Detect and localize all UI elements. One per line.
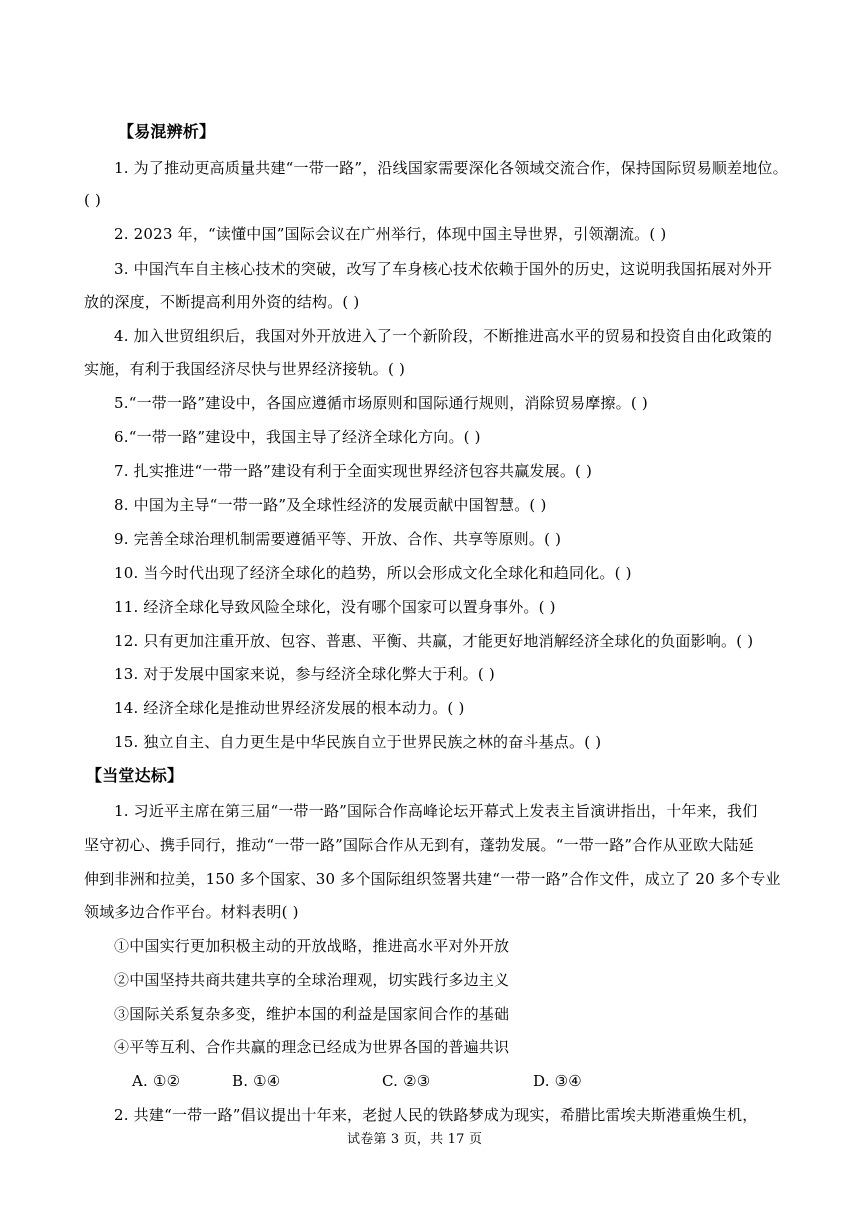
option-d: D. ③④	[533, 1072, 582, 1090]
option-a: A. ①②	[132, 1072, 181, 1090]
practice-q1-line-3: 伸到非洲和拉美，150 多个国家、30 多个国际组织签署共建“一带一路”合作文件，成立了 20 多个专业	[84, 870, 781, 888]
q1-line-2: ( )	[84, 191, 102, 209]
page-footer: 试卷第 3 页，共 17 页	[347, 1132, 483, 1147]
q13-line: 13. 对于发展中国家来说，参与经济全球化弊大于利。( )	[114, 665, 495, 683]
q7-line: 7. 扎实推进“一带一路”建设有利于全面实现世界经济包容共赢发展。( )	[114, 462, 593, 480]
q8-line: 8. 中国为主导“一带一路”及全球性经济的发展贡献中国智慧。( )	[114, 496, 547, 514]
q4-line-1: 4. 加入世贸组织后，我国对外开放进入了一个新阶段，不断推进高水平的贸易和投资自由化政策的	[114, 327, 773, 345]
option-b: B. ①④	[232, 1072, 281, 1090]
practice-q1-statement-4: ④平等互利、合作共赢的理念已经成为世界各国的普遍共识	[114, 1038, 510, 1056]
q9-line: 9. 完善全球治理机制需要遵循平等、开放、合作、共享等原则。( )	[114, 530, 562, 548]
q12-line: 12. 只有更加注重开放、包容、普惠、平衡、共赢，才能更好地消解经济全球化的负面影响。( )	[114, 632, 754, 650]
section-title-confusion: 【易混辨析】	[118, 122, 216, 141]
q3-line-2: 放的深度，不断提高利用外资的结构。( )	[84, 293, 360, 311]
q4-line-2: 实施，有利于我国经济尽快与世界经济接轨。( )	[84, 360, 406, 378]
q1-line-1: 1. 为了推动更高质量共建“一带一路”，沿线国家需要深化各领域交流合作，保持国际贸易顺差地位。	[114, 159, 788, 177]
q3-line-1: 3. 中国汽车自主核心技术的突破，改写了车身核心技术依赖于国外的历史，这说明我国拓展对外开	[114, 260, 773, 278]
practice-q1-line-2: 坚守初心、携手同行，推动“一带一路”国际合作从无到有，蓬勃发展。“一带一路”合作从亚欧大陆延	[84, 836, 754, 854]
q11-line: 11. 经济全球化导致风险全球化，没有哪个国家可以置身事外。( )	[114, 598, 556, 616]
practice-q1-statement-2: ②中国坚持共商共建共享的全球治理观，切实践行多边主义	[114, 971, 510, 989]
q2-line: 2. 2023 年，“读懂中国”国际会议在广州举行，体现中国主导世界，引领潮流。( )	[114, 225, 667, 243]
q6-line: 6.“一带一路”建设中，我国主导了经济全球化方向。( )	[114, 428, 481, 446]
q5-line: 5.“一带一路”建设中，各国应遵循市场原则和国际通行规则，消除贸易摩擦。( )	[114, 394, 648, 412]
q10-line: 10. 当今时代出现了经济全球化的趋势，所以会形成文化全球化和趋同化。( )	[114, 564, 632, 582]
q15-line: 15. 独立自主、自力更生是中华民族自立于世界民族之林的奋斗基点。( )	[114, 733, 602, 751]
practice-q1-line-4: 领域多边合作平台。材料表明( )	[84, 903, 299, 921]
practice-q1-line-1: 1. 习近平主席在第三届“一带一路”国际合作高峰论坛开幕式上发表主旨演讲指出，十年来，我们	[114, 802, 758, 820]
option-c: C. ②③	[382, 1072, 431, 1090]
practice-q1-statement-1: ①中国实行更加积极主动的开放战略，推进高水平对外开放	[114, 937, 510, 955]
section-title-practice: 【当堂达标】	[86, 766, 184, 785]
practice-q2-line-1: 2. 共建“一带一路”倡议提出十年来，老挝人民的铁路梦成为现实，希腊比雷埃夫斯港重焕生机，	[114, 1106, 758, 1124]
practice-q1-statement-3: ③国际关系复杂多变，维护本国的利益是国家间合作的基础	[114, 1005, 510, 1023]
q14-line: 14. 经济全球化是推动世界经济发展的根本动力。( )	[114, 699, 465, 717]
